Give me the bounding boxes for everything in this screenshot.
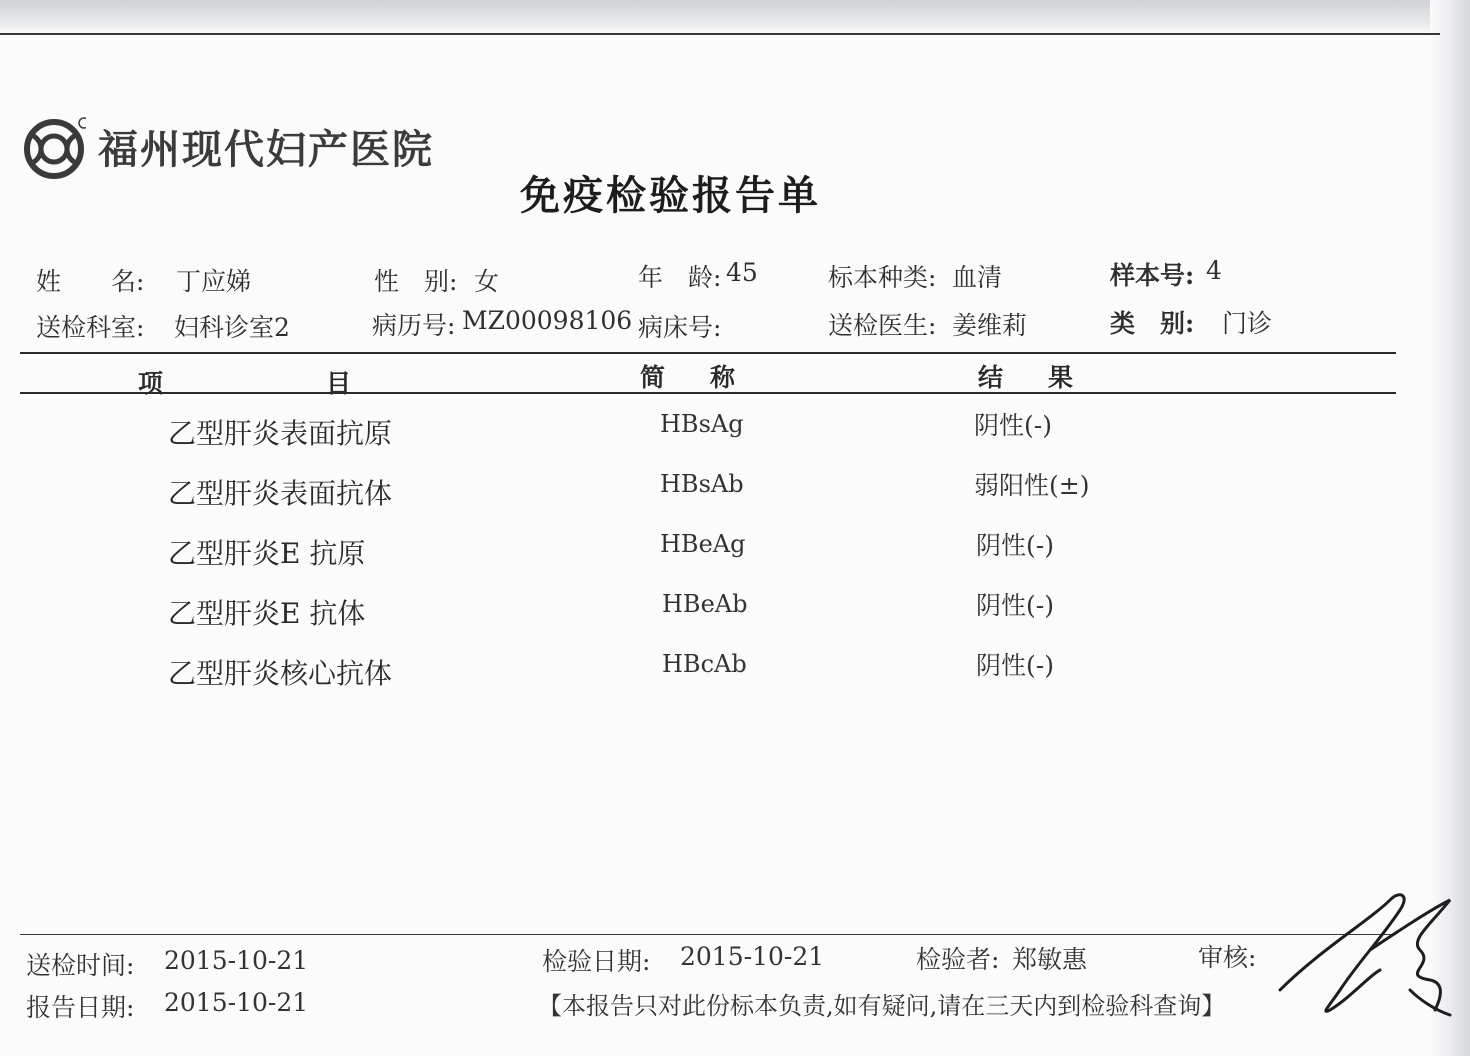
doctor: 姜维莉 [952,311,1028,340]
header-item-1: 项 [138,369,164,398]
name-label: 姓 名: [36,267,145,296]
record-no: MZ00098106 [462,306,633,335]
department: 妇科诊室2 [174,313,290,342]
reviewer-label: 审核: [1198,943,1257,972]
footer-rule [20,934,1396,935]
scan-edge-top [0,0,1470,34]
patient-name: 丁应娣 [176,267,252,296]
sample-no: 4 [1206,256,1222,285]
patient-sex: 女 [474,267,500,296]
test-name: 乙型肝炎E 抗体 [168,597,366,630]
age-label: 年 龄: [638,263,722,292]
header-result-2: 果 [1048,363,1074,392]
submit-time-label: 送检时间: [26,951,135,980]
specimen-type: 血清 [952,263,1003,292]
test-name: 乙型肝炎表面抗体 [168,477,393,510]
test-abbr: HBsAb [660,470,744,498]
test-date-label: 检验日期: [542,947,651,976]
tester-label: 检验者: [916,945,1000,974]
test-abbr: HBsAg [660,410,744,438]
table-top-rule [20,352,1396,354]
header-abbr-2: 称 [710,363,736,392]
test-abbr: HBeAg [660,530,746,558]
test-result: 阴性(-) [976,531,1054,560]
test-name: 乙型肝炎E 抗原 [168,537,366,570]
department-label: 送检科室: [36,313,145,342]
sample-no-label: 样本号: [1110,261,1195,290]
hospital-name: 福州现代妇产医院 [98,126,434,173]
paper-fold-line [0,33,1440,35]
test-abbr: HBeAb [662,590,748,618]
bed-no-label: 病床号: [638,313,722,342]
category-label: 类 别: [1110,309,1195,338]
test-result: 阴性(-) [974,411,1052,440]
report-date-label: 报告日期: [26,993,135,1022]
handwritten-signature [1260,880,1460,1040]
report-date: 2015-10-21 [164,988,309,1017]
disclaimer: 【本报告只对此份标本负责,如有疑问,请在三天内到检验科查询】 [538,992,1226,1020]
test-result: 阴性(-) [976,591,1054,620]
test-date: 2015-10-21 [680,942,825,971]
test-abbr: HBcAb [662,650,747,678]
test-name: 乙型肝炎表面抗原 [168,417,393,450]
header-result-1: 结 [978,363,1004,392]
doctor-label: 送检医生: [828,311,937,340]
test-result: 阴性(-) [976,651,1054,680]
submit-time: 2015-10-21 [164,946,309,975]
category: 门诊 [1222,309,1273,338]
tester: 郑敏惠 [1012,945,1088,974]
table-header-rule [20,392,1396,394]
sex-label: 性 别: [374,267,458,296]
hospital-logo-icon [22,117,86,181]
report-title: 免疫检验报告单 [520,172,821,219]
test-name: 乙型肝炎核心抗体 [168,657,393,690]
test-result: 弱阳性(±) [974,471,1090,500]
patient-age: 45 [726,258,758,287]
record-no-label: 病历号: [372,311,456,340]
header-abbr-1: 简 [640,363,666,392]
specimen-type-label: 标本种类: [828,263,937,292]
header-item-2: 目 [326,369,352,398]
